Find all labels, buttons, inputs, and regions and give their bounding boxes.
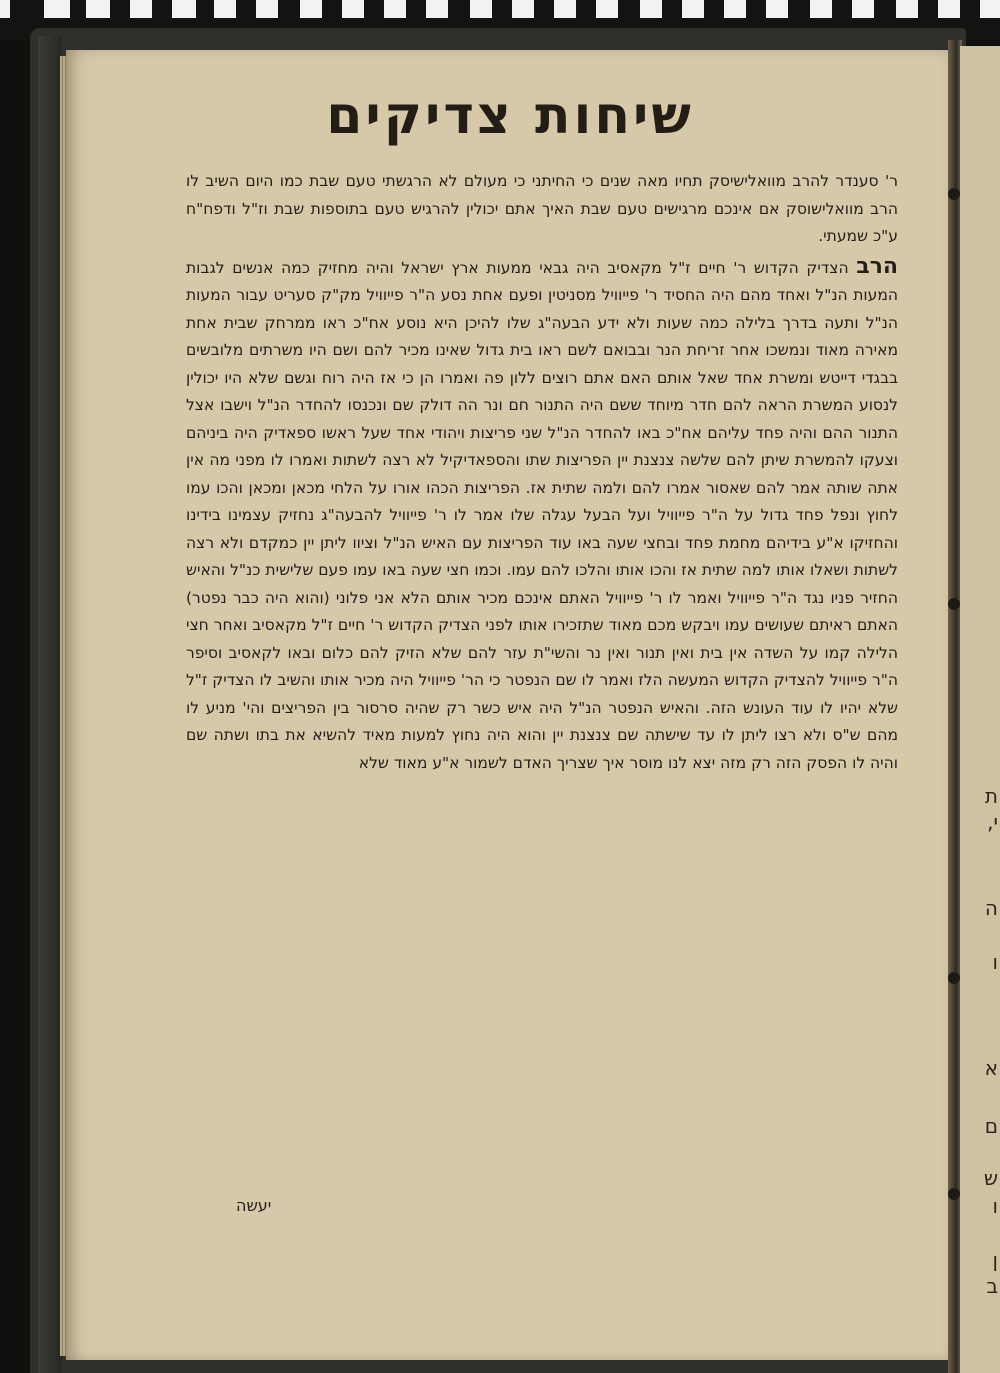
scan-margin-mark <box>938 0 960 18</box>
paragraph-text: הצדיק הקדוש ר' חיים ז"ל מקאסיב היה גבאי ממעות ארץ ישראל והיה מחזיק כמה אנשים לגבות המעות הנ"ל ואחד מהם היה החסיד ר' פייוויל מסניטין ופעם אחת נסע ה"ר פייוויל מק"ק סעריט עבור המעות הנ"ל ותעה בדרך בלילה כמה שעות ולא ידע הבעה"ג שלו להיכן היא נוסע אח"כ ראו ממרחק שבית אחת מאירה מאוד ונמשכו אחר זריחת הנר ובבואם לשם ראו בית גדול שאינו מכיר להם ושם היו משרתים מלובשים בבגדי דייטש ומשרת אחד שאל אותם האם אתם רוצים ללון פה ואמרו הן כי אז היה רוח וגשם שלא היו יכולין לנסוע המשרת הראה להם חדר מיוחד ששם היה התנור חם ונר הה דולק שם ונכנסו להחדר הנ"ל וישבו אצל התנור ההם והיה פחד עליהם אח"כ באו להחדר הנ"ל שני פריצות ויהודי אחד שעל ראשו ספאדיק היה ביניהם וצעקו להמשרת שיתן להם שלשה צנצנת יין הפריצות שתו והספאדיקיל לא רצה לשתות ואמרו לו מפני מה אין אתה שותה אמר להם שאסור אמרו להם ולמה שתית אז. הפריצות הכהו אורו על הלחי מכאן ומכאן והכו עמו לחוץ ונפל פחד גדול על ה"ר פייוויל ועל הבעל עגלה שלו אמר לו ר' פייוויל להבעה"ג נחזיק עצמינו בידינו והחזיקו א"ע בידיהם מחמת פחד ובחצי שעה באו עוד הפריצות עם האיש הנ"ל וציוו ליתן יין כמקדם ולא רצה לשתות ושאלו אותו למה שתית אז והכו אותו והלכו להם עמו. וכמו חצי שעה באו עמו פעם שלישית כנ"ל והאיש החזיר פניו נגד ה"ר פייוויל ואמר לו ר' פייוויל האתם אינכם מכיר אותם הלא אני פלוני (והוא היה כבר נפטר) האתם ראיתם שעושים עמו ויבקש מכם מאוד שתזכירו אותו לפני הצדיק הקדוש ר' חיים ז"ל מקאסיב ואחר חצי הלילה קמו על השדה אין בית ואין תנור ואין נר והשי"ת עזר להם שלא הזיק להם כלום ובאו לקאסיב וסיפר ה"ר פייוויל להצדיק הקדוש המעשה הלז ואמר לו שם הנפטר כי הר' פייוויל היה מכיר אותו והשיב לו הצדיק ז"ל שלא יהיו לו עוד העונש הזה. והאיש הנפטר הנ"ל היה איש כשר רק שהיה סרסור בין הפריצים והי' מניע לו מהם ש"ס ולא רצו ליתן לו עד שישתה שם צנצנת יין והוא היה נחוץ למעות מאיד להשיא את בתו ושתה שם והיה לו הפסק הזה רק מזה יצא לנו מוסר איך שצריך האדם לשמור א"ע מאוד שלא <box>186 258 898 772</box>
scan-margin-mark <box>980 0 1000 18</box>
scan-margin-mark <box>896 0 918 18</box>
facing-page-fragment: ו <box>992 950 998 974</box>
scan-margin-mark <box>44 0 70 18</box>
facing-page-fragment: ן <box>992 1248 998 1272</box>
scan-margin-mark <box>214 0 236 18</box>
binding-stitch <box>948 598 960 610</box>
page-title: שיחות צדיקים <box>326 86 694 146</box>
facing-page-fragment: ם <box>984 1114 998 1138</box>
binding-stitch <box>948 972 960 984</box>
scan-margin-mark <box>852 0 874 18</box>
scan-margin-mark <box>766 0 788 18</box>
binding-stitch <box>948 188 960 200</box>
scan-margin-mark <box>86 0 110 18</box>
scan-margin-mark <box>130 0 152 18</box>
catchword: יעשה <box>236 1196 272 1215</box>
body-text <box>186 168 898 777</box>
facing-page-fragment: ו <box>992 1194 998 1218</box>
paragraph: ר' סענדר להרב מוואלישיסק תחיו מאה שנים כי החיתני כי מעולם לא הרגשתי טעם שבת כמו היום השיב לו הרב מוואלישוסק אם אינכם מרגישים טעם שבת האיך אתם יכולין להרגיש טעם בתוספות שבת וז"ל ודפח"ח ע"כ שמעתי. <box>186 172 898 245</box>
scan-margin-mark <box>470 0 492 18</box>
scan-margin-mark <box>384 0 406 18</box>
scan-margin-mark <box>512 0 534 18</box>
facing-page-fragment: ת <box>984 784 998 808</box>
facing-page-fragment: י, <box>987 810 998 834</box>
scan-margin-mark <box>300 0 322 18</box>
scan-margin-mark <box>342 0 364 18</box>
facing-page-fragment: א <box>984 1056 998 1080</box>
scan-margin-mark <box>172 0 196 18</box>
scan-margin-mark <box>256 0 278 18</box>
cover-spine-edge <box>38 36 62 1373</box>
binding-stitch <box>948 1188 960 1200</box>
paragraph-lead-word: הרב <box>856 253 898 279</box>
scan-margin-mark <box>724 0 746 18</box>
facing-page-fragment: ה <box>984 896 998 920</box>
facing-page-fragment: ש <box>983 1166 998 1190</box>
scan-margin-mark <box>596 0 618 18</box>
scan-margin-mark <box>0 0 10 18</box>
paragraph <box>186 253 898 778</box>
scan-margin-mark <box>426 0 448 18</box>
facing-page-fragment: ב <box>986 1274 998 1298</box>
scan-margin-mark <box>682 0 704 18</box>
facing-page-strip <box>960 46 1000 1373</box>
scan-margin-mark <box>810 0 832 18</box>
scan-margin-mark <box>554 0 576 18</box>
scan-margin-mark <box>640 0 662 18</box>
